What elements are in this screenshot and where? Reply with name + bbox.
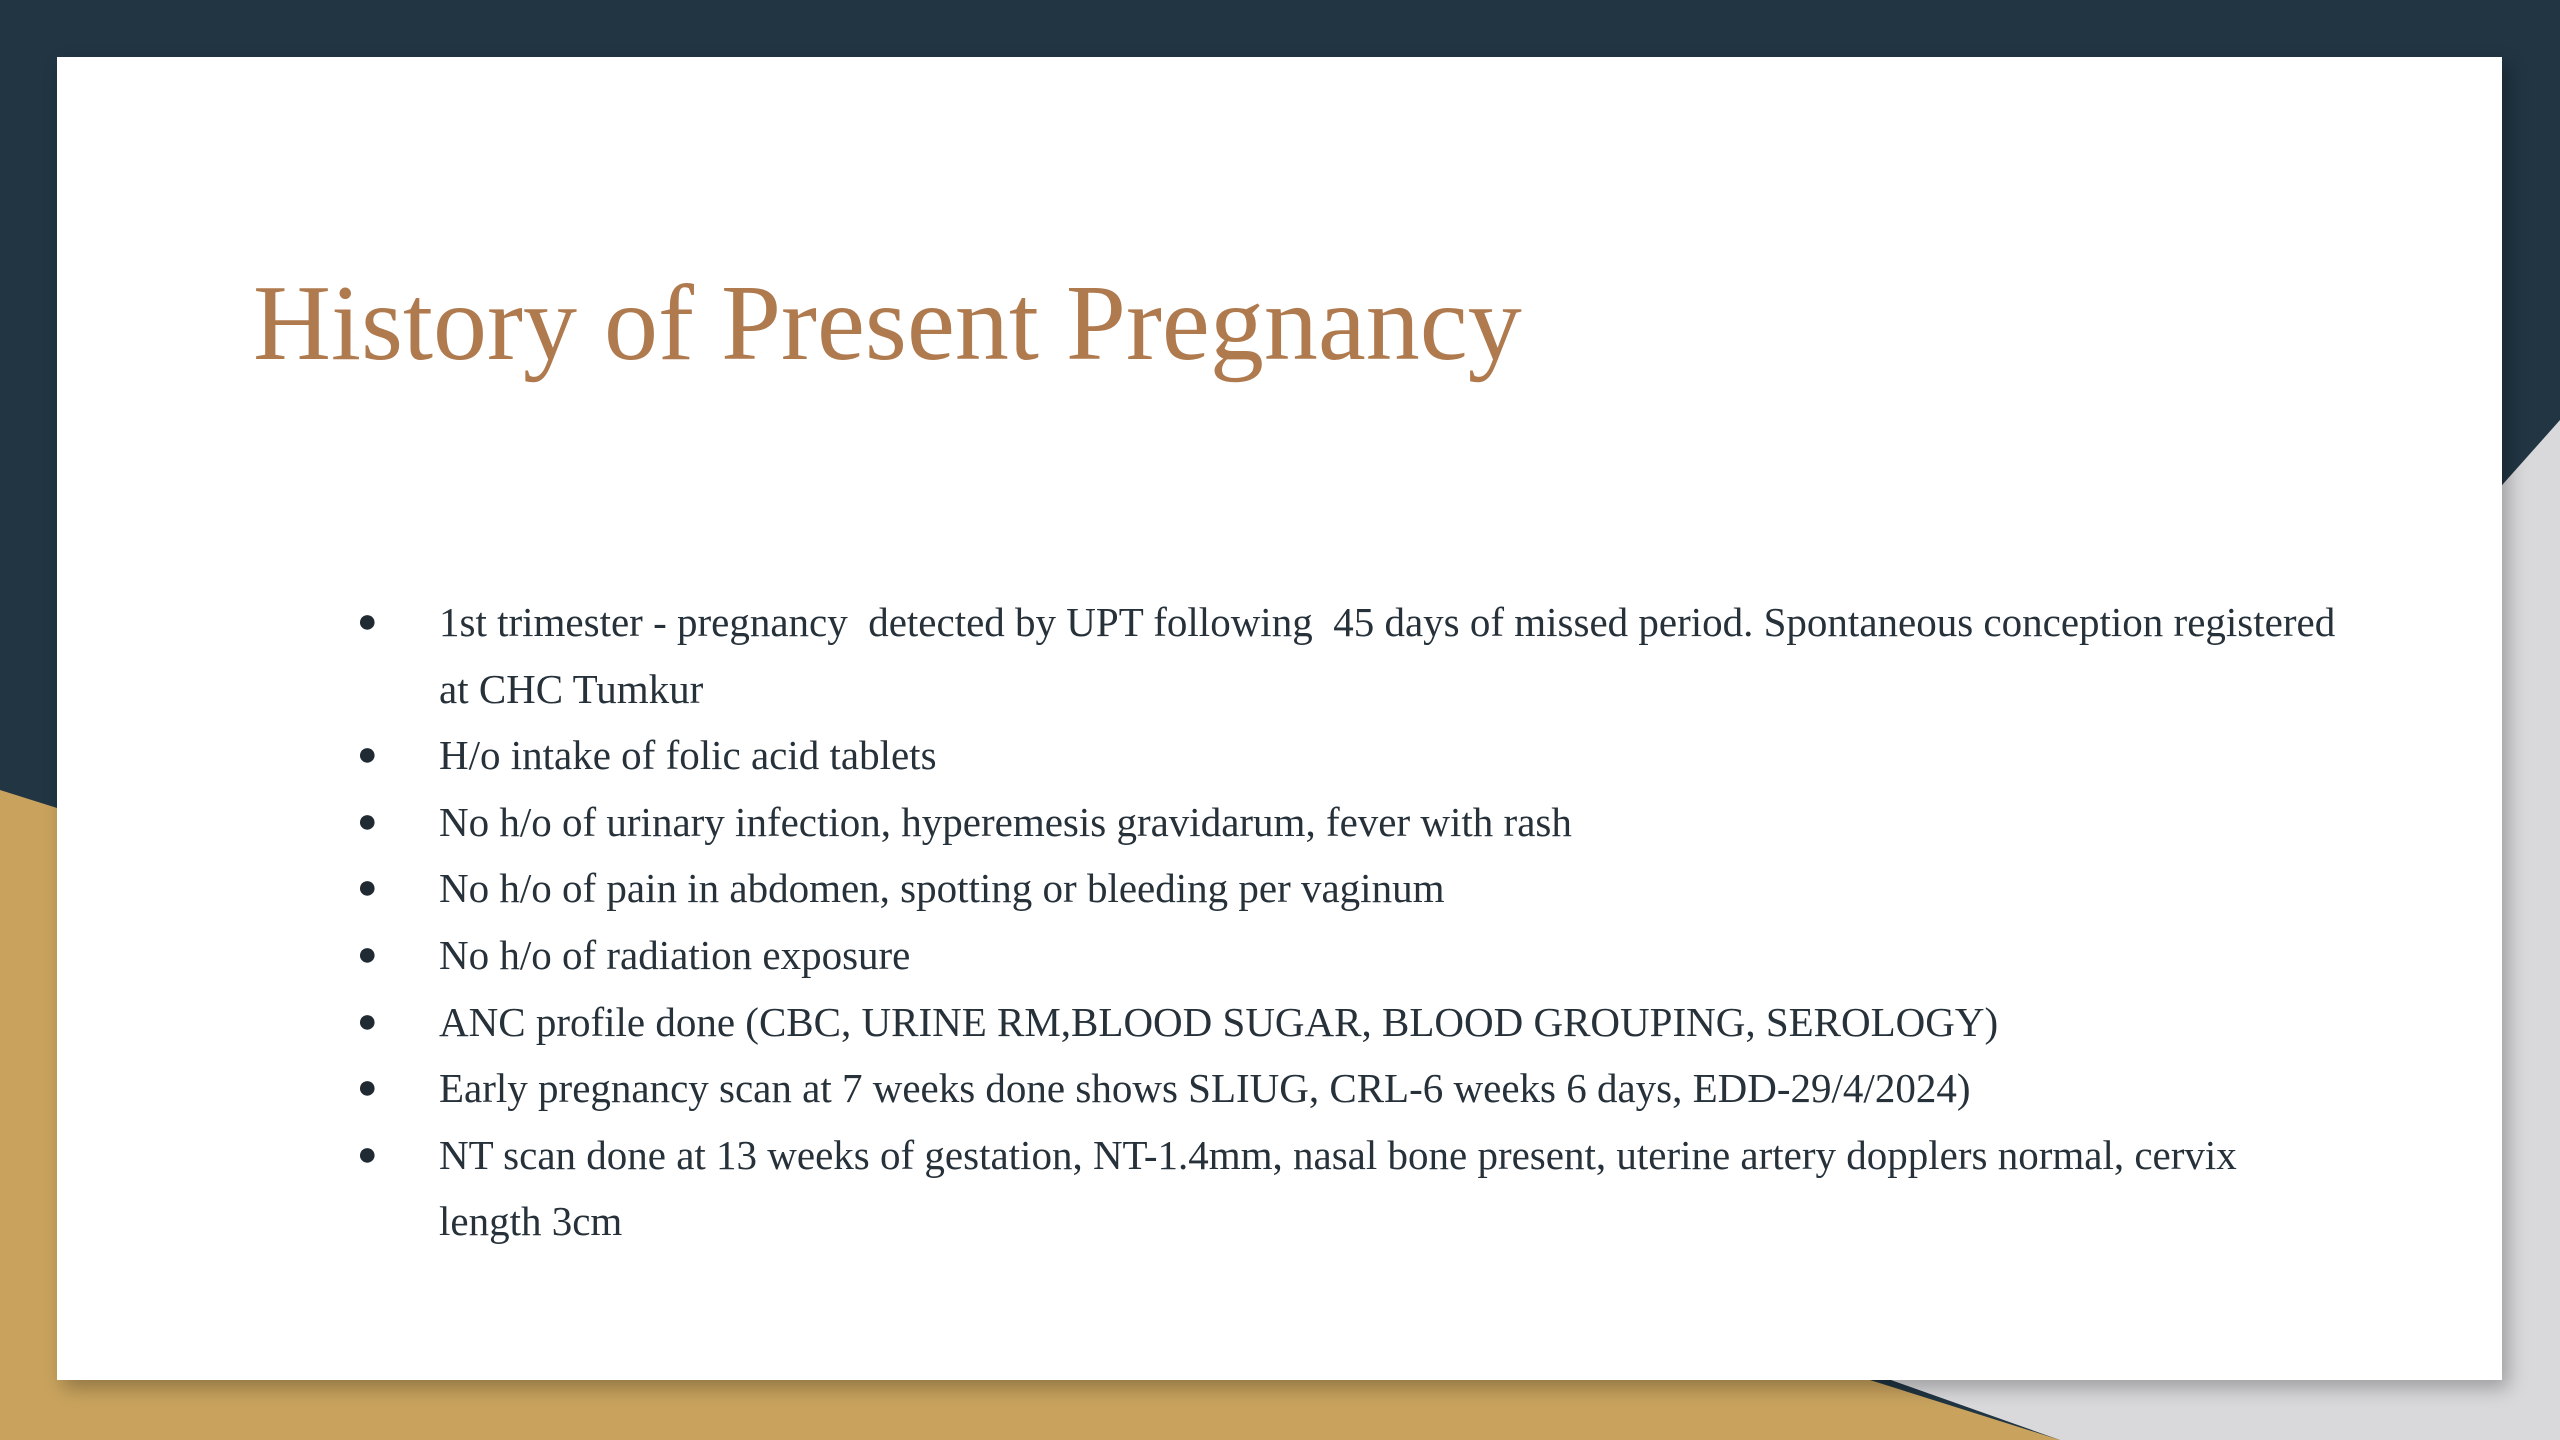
bullet-text: Early pregnancy scan at 7 weeks done shows SLIUG, CRL-6 weeks 6 days, EDD-29/4/2024) (439, 1065, 1971, 1112)
bullet-text: No h/o of pain in abdomen, spotting or bleeding per vaginum (439, 865, 1445, 912)
bullet-item (297, 789, 2337, 856)
bullet-text: ANC profile done (CBC, URINE RM,BLOOD SUGAR, BLOOD GROUPING, SEROLOGY) (439, 998, 1999, 1045)
bullet-item (297, 855, 2337, 922)
bullet-list (297, 589, 2346, 1255)
bullet-icon: ● (357, 603, 378, 640)
bullet-item (297, 1122, 2337, 1255)
bullet-item (297, 922, 2337, 989)
bullet-item (297, 722, 2337, 789)
bullet-icon: ● (357, 869, 378, 907)
bullet-icon: ● (357, 1069, 378, 1107)
slide-card (57, 57, 2502, 1380)
bullet-icon: ● (357, 1002, 378, 1040)
bullet-text: NT scan done at 13 weeks of gestation, NT-1.4mm, nasal bone present, uterine artery dopplers normal, cervix length 3cm (439, 1131, 2248, 1245)
bullet-icon: ● (357, 736, 378, 774)
bullet-icon: ● (357, 802, 378, 840)
bullet-icon: ● (357, 935, 378, 973)
bullet-item (297, 589, 2346, 722)
bullet-icon: ● (357, 1135, 378, 1173)
bullet-text: 1st trimester - pregnancy detected by UPT following 45 days of missed period. Spontaneous conception registered at CHC Tumkur (439, 599, 2346, 712)
bullet-text: No h/o of radiation exposure (439, 931, 911, 978)
bullet-item (297, 1055, 2337, 1122)
bullet-text: H/o intake of folic acid tablets (439, 732, 937, 779)
bullet-item (297, 989, 2337, 1056)
bullet-text: No h/o of urinary infection, hyperemesis gravidarum, fever with rash (439, 798, 1572, 845)
slide-title: History of Present Pregnancy (253, 264, 1522, 383)
